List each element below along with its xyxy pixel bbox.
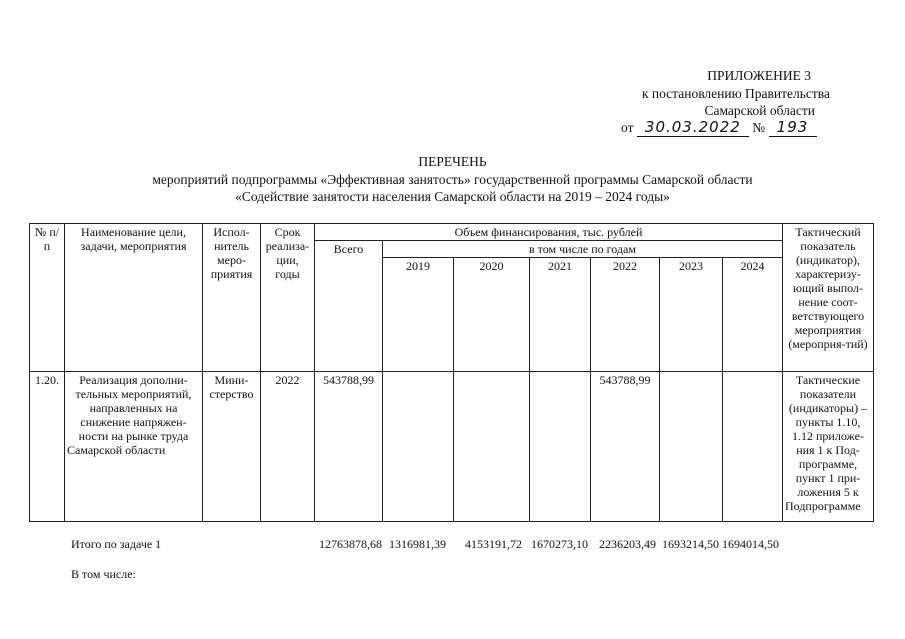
decree-date: 30.03.2022 (637, 118, 749, 137)
totals-2022: 2236203,49 (599, 537, 656, 551)
date-prefix: от (621, 120, 634, 135)
totals-2024: 1694014,50 (722, 537, 779, 551)
header-name: Наименование цели, задачи, мероприятия (65, 224, 203, 372)
header-funding: Объем финансирования, тыс. рублей (315, 224, 783, 241)
header-total: Всего (315, 241, 383, 372)
measures-table (29, 223, 874, 522)
table-row (30, 372, 874, 522)
decree-reference (621, 118, 817, 137)
header-num: № п/п (30, 224, 65, 372)
totals-total: 12763878,68 (319, 537, 382, 551)
row-2021 (530, 372, 591, 522)
decree-number: 193 (769, 118, 817, 137)
row-executor: Мини-стерство (203, 372, 261, 522)
row-2019 (383, 372, 454, 522)
row-2020 (454, 372, 530, 522)
header-indicator: Тактический показатель (индикатор), характеризу-ющий выпол-нение соот-ветствующего мероприятия (мероприя-тий) (783, 224, 874, 372)
header-year-2024: 2024 (723, 258, 783, 372)
header-year-2021: 2021 (530, 258, 591, 372)
totals-2019: 1316981,39 (389, 537, 446, 551)
row-2022: 543788,99 (591, 372, 660, 522)
number-prefix: № (752, 120, 766, 135)
header-year-2020: 2020 (454, 258, 530, 372)
totals-label: Итого по задаче 1 (71, 537, 162, 551)
document-subtitle-1: мероприятий подпрограммы «Эффективная занятость» государственной программы Самарской области (152, 172, 753, 187)
totals-2023: 1693214,50 (662, 537, 719, 551)
row-2023 (660, 372, 723, 522)
header-year-2019: 2019 (383, 258, 454, 372)
header-year-2023: 2023 (660, 258, 723, 372)
header-executor: Испол-нитель меро-приятия (203, 224, 261, 372)
document-title: ПЕРЕЧЕНЬ (418, 154, 487, 169)
row-indicator: Тактические показатели (индикаторы) – пункты 1.10, 1.12 приложе-ния 1 к Под-программе, пункт 1 при-ложения 5 к Подпрограмме (783, 372, 874, 522)
appendix-label: ПРИЛОЖЕНИЕ 3 (707, 68, 811, 83)
including-label: В том числе: (71, 567, 136, 581)
header-line-2: Самарской области (704, 103, 815, 118)
row-total: 543788,99 (315, 372, 383, 522)
header-by-years: в том числе по годам (383, 241, 783, 258)
header-period: Срок реализа-ции, годы (261, 224, 315, 372)
totals-2021: 1670273,10 (531, 537, 588, 551)
document-subtitle-2: «Содействие занятости населения Самарской области на 2019 – 2024 годы» (235, 189, 670, 204)
header-year-2022: 2022 (591, 258, 660, 372)
row-period: 2022 (261, 372, 315, 522)
row-2024 (723, 372, 783, 522)
header-row-1 (30, 224, 874, 241)
totals-2020: 4153191,72 (465, 537, 522, 551)
header-line-1: к постановлению Правительства (641, 86, 830, 101)
row-name: Реализация дополни-тельных мероприятий, направленных на снижение напряжен-ности на рынке труда Самарской области (65, 372, 203, 522)
row-num: 1.20. (30, 372, 65, 522)
